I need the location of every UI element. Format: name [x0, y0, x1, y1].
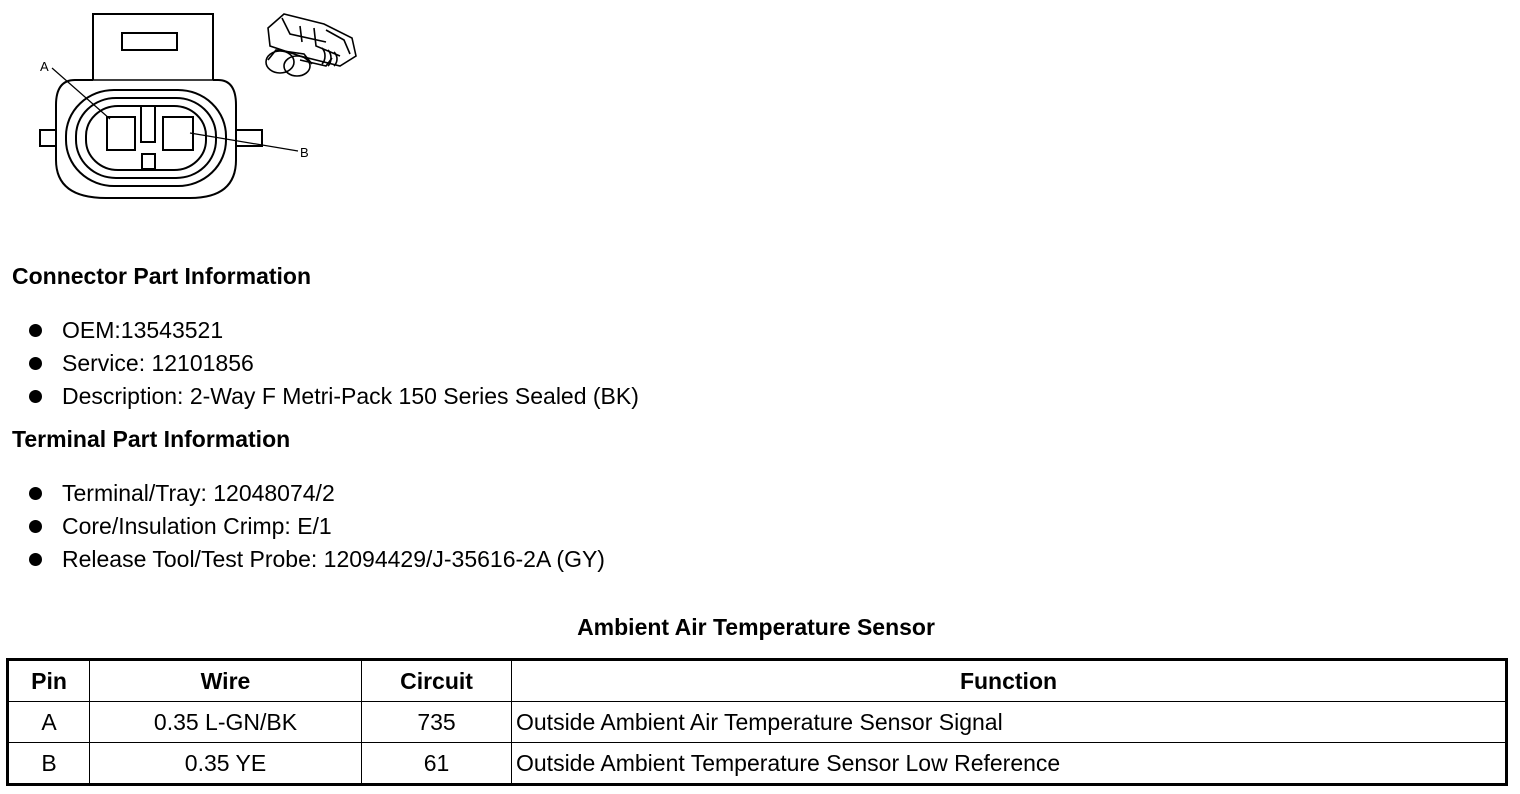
connector-part-heading: Connector Part Information	[12, 263, 312, 289]
cell-wire: 0.35 YE	[90, 743, 362, 785]
terminal-part-heading: Terminal Part Information	[12, 426, 291, 452]
column-header-wire: Wire	[90, 660, 362, 702]
latch-slot	[122, 33, 177, 50]
connector-right-ear	[236, 130, 262, 146]
connector-key-top	[141, 106, 155, 142]
cavity-a	[107, 117, 135, 150]
bullet-icon	[29, 553, 42, 566]
cell-circuit: 61	[362, 743, 512, 785]
bullet-icon	[29, 390, 42, 403]
cell-pin: A	[8, 702, 90, 743]
bullet-icon	[29, 487, 42, 500]
list-item-text: OEM:13543521	[62, 317, 224, 343]
connector-part-list	[28, 314, 639, 413]
column-header-function: Function	[512, 660, 1507, 702]
connector-left-ear	[40, 130, 56, 146]
bullet-icon	[29, 357, 42, 370]
list-item	[28, 347, 639, 380]
table-row	[8, 702, 1507, 743]
table-row	[8, 743, 1507, 785]
list-item-text: Core/Insulation Crimp: E/1	[62, 513, 332, 539]
list-item	[28, 543, 605, 576]
list-item	[28, 510, 605, 543]
terminal-part-list	[28, 477, 605, 576]
cell-function: Outside Ambient Air Temperature Sensor Signal	[512, 702, 1507, 743]
connector-seal-middle	[76, 98, 216, 178]
pin-table	[6, 658, 1508, 786]
list-item-text: Release Tool/Test Probe: 12094429/J-35616-2A (GY)	[62, 546, 605, 572]
list-item-text: Terminal/Tray: 12048074/2	[62, 480, 335, 506]
list-item-text: Service: 12101856	[62, 350, 254, 376]
list-item	[28, 477, 605, 510]
list-item-text: Description: 2-Way F Metri-Pack 150 Series Sealed (BK)	[62, 383, 639, 409]
table-header-row	[8, 660, 1507, 702]
column-header-pin: Pin	[8, 660, 90, 702]
cell-circuit: 735	[362, 702, 512, 743]
list-item	[28, 380, 639, 413]
connector-seal-inner	[86, 106, 206, 170]
pin-label-a: A	[40, 59, 49, 74]
cavity-b	[163, 117, 193, 150]
list-item	[28, 314, 639, 347]
pin-label-b: B	[300, 145, 309, 160]
connector-diagram	[0, 0, 380, 210]
connector-latch	[93, 14, 213, 80]
bullet-icon	[29, 324, 42, 337]
cell-function: Outside Ambient Temperature Sensor Low Reference	[512, 743, 1507, 785]
table-title: Ambient Air Temperature Sensor	[577, 614, 935, 640]
connector-key-bottom	[142, 154, 155, 169]
leader-line-a	[52, 68, 110, 119]
column-header-circuit: Circuit	[362, 660, 512, 702]
cell-pin: B	[8, 743, 90, 785]
connector-3d-icon	[266, 14, 356, 76]
connector-seal-outer	[66, 90, 226, 186]
cell-wire: 0.35 L-GN/BK	[90, 702, 362, 743]
bullet-icon	[29, 520, 42, 533]
